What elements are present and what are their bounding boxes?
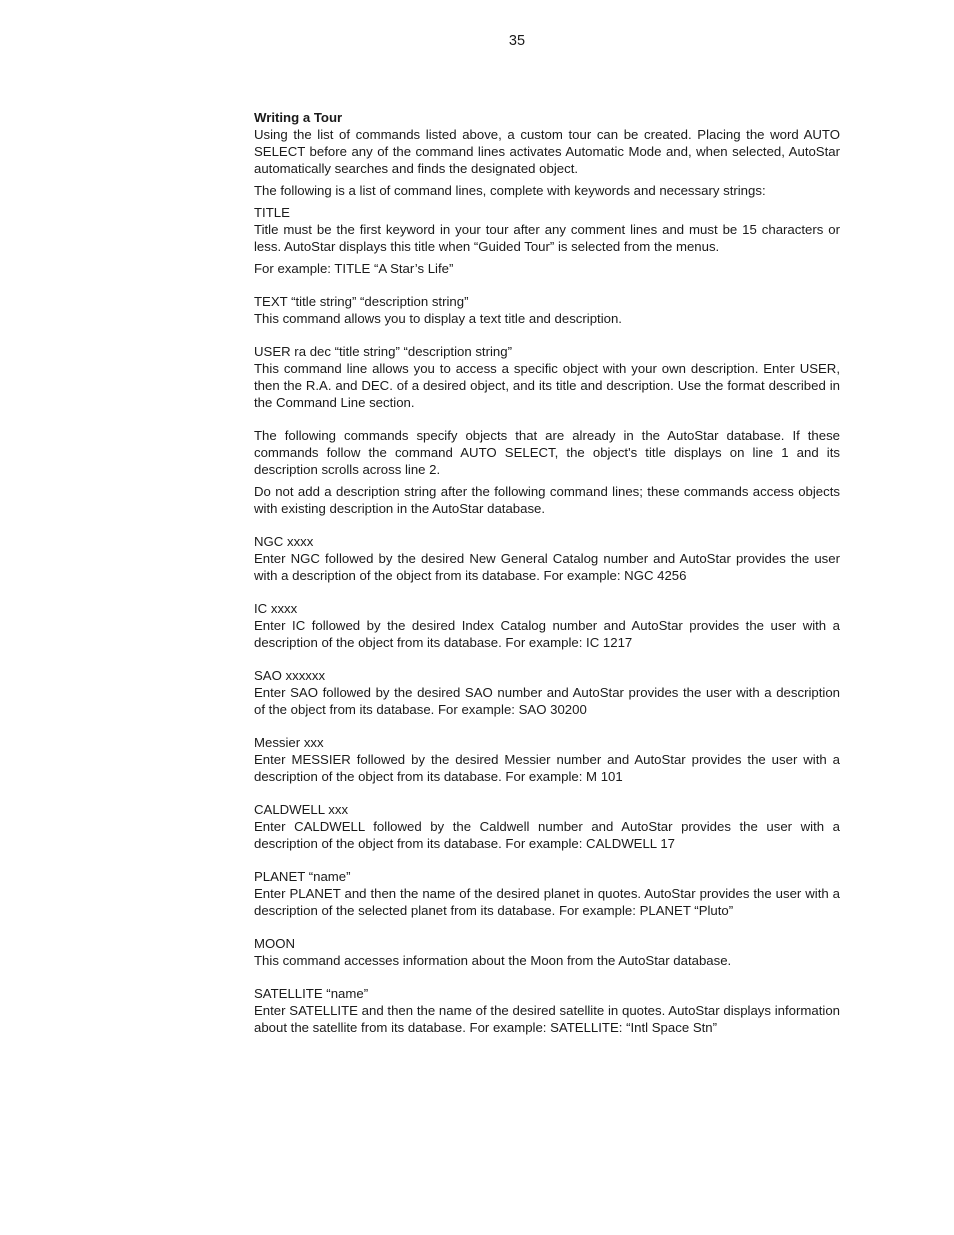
ic-command-description: Enter IC followed by the desired Index Catalog number and AutoStar provides the user with a description of the object from its database. For example: IC 1217: [254, 618, 840, 650]
list-intro-paragraph: The following is a list of command lines, complete with keywords and necessary strings:: [254, 183, 766, 198]
section-heading: Writing a Tour: [254, 110, 343, 125]
user-command-description: This command line allows you to access a specific object with your own description. Enter USER, then the R.A. and DEC. of a desired object, and its title and description. Use the format described in the Command Line section.: [254, 361, 840, 410]
ngc-command-description: Enter NGC followed by the desired New General Catalog number and AutoStar provides the user with a description of the object from its database. For example: NGC 4256: [254, 551, 840, 583]
page-number: 35: [508, 33, 526, 49]
database-note-paragraph: The following commands specify objects that are already in the AutoStar database. If these commands follow the command AUTO SELECT, the object's title displays on line 1 and its description scrolls across line 2.: [254, 428, 840, 477]
planet-command-description: Enter PLANET and then the name of the desired planet in quotes. AutoStar provides the user with a description of the selected planet from its database. For example: PLANET “Pluto”: [254, 886, 840, 918]
satellite-command-keyword: SATELLITE “name”: [254, 986, 369, 1001]
title-command-keyword: TITLE: [254, 205, 290, 220]
ngc-command-keyword: NGC xxxx: [254, 534, 314, 549]
satellite-command-description: Enter SATELLITE and then the name of the desired satellite in quotes. AutoStar displays information about the satellite from its database. For example: SATELLITE: “Intl Space Stn”: [254, 1003, 840, 1035]
user-command-keyword: USER ra dec “title string” “description string”: [254, 344, 512, 359]
caldwell-command-keyword: CALDWELL xxx: [254, 802, 349, 817]
messier-command-keyword: Messier xxx: [254, 735, 324, 750]
text-command-keyword: TEXT “title string” “description string”: [254, 294, 469, 309]
sao-command-description: Enter SAO followed by the desired SAO number and AutoStar provides the user with a description of the object from its database. For example: SAO 30200: [254, 685, 840, 717]
ic-command-keyword: IC xxxx: [254, 601, 298, 616]
planet-command-keyword: PLANET “name”: [254, 869, 351, 884]
moon-command-description: This command accesses information about the Moon from the AutoStar database.: [254, 953, 732, 968]
caldwell-command-description: Enter CALDWELL followed by the Caldwell number and AutoStar provides the user with a description of the object from its database. For example: CALDWELL 17: [254, 819, 840, 851]
document-body: [254, 109, 840, 1036]
title-command-example: For example: TITLE “A Star’s Life”: [254, 261, 454, 276]
description-warning-paragraph: Do not add a description string after the following command lines; these commands access objects with existing description in the AutoStar database.: [254, 484, 840, 516]
intro-paragraph: Using the list of commands listed above, a custom tour can be created. Placing the word AUTO SELECT before any of the command lines activates Automatic Mode and, when selected, AutoStar automatically searches and finds the designated object.: [254, 127, 840, 176]
sao-command-keyword: SAO xxxxxx: [254, 668, 326, 683]
moon-command-keyword: MOON: [254, 936, 296, 951]
title-command-description: Title must be the first keyword in your tour after any comment lines and must be 15 characters or less. AutoStar displays this title when “Guided Tour” is selected from the menus.: [254, 222, 840, 254]
text-command-description: This command allows you to display a text title and description.: [254, 311, 622, 326]
messier-command-description: Enter MESSIER followed by the desired Messier number and AutoStar provides the user with a description of the object from its database. For example: M 101: [254, 752, 840, 784]
